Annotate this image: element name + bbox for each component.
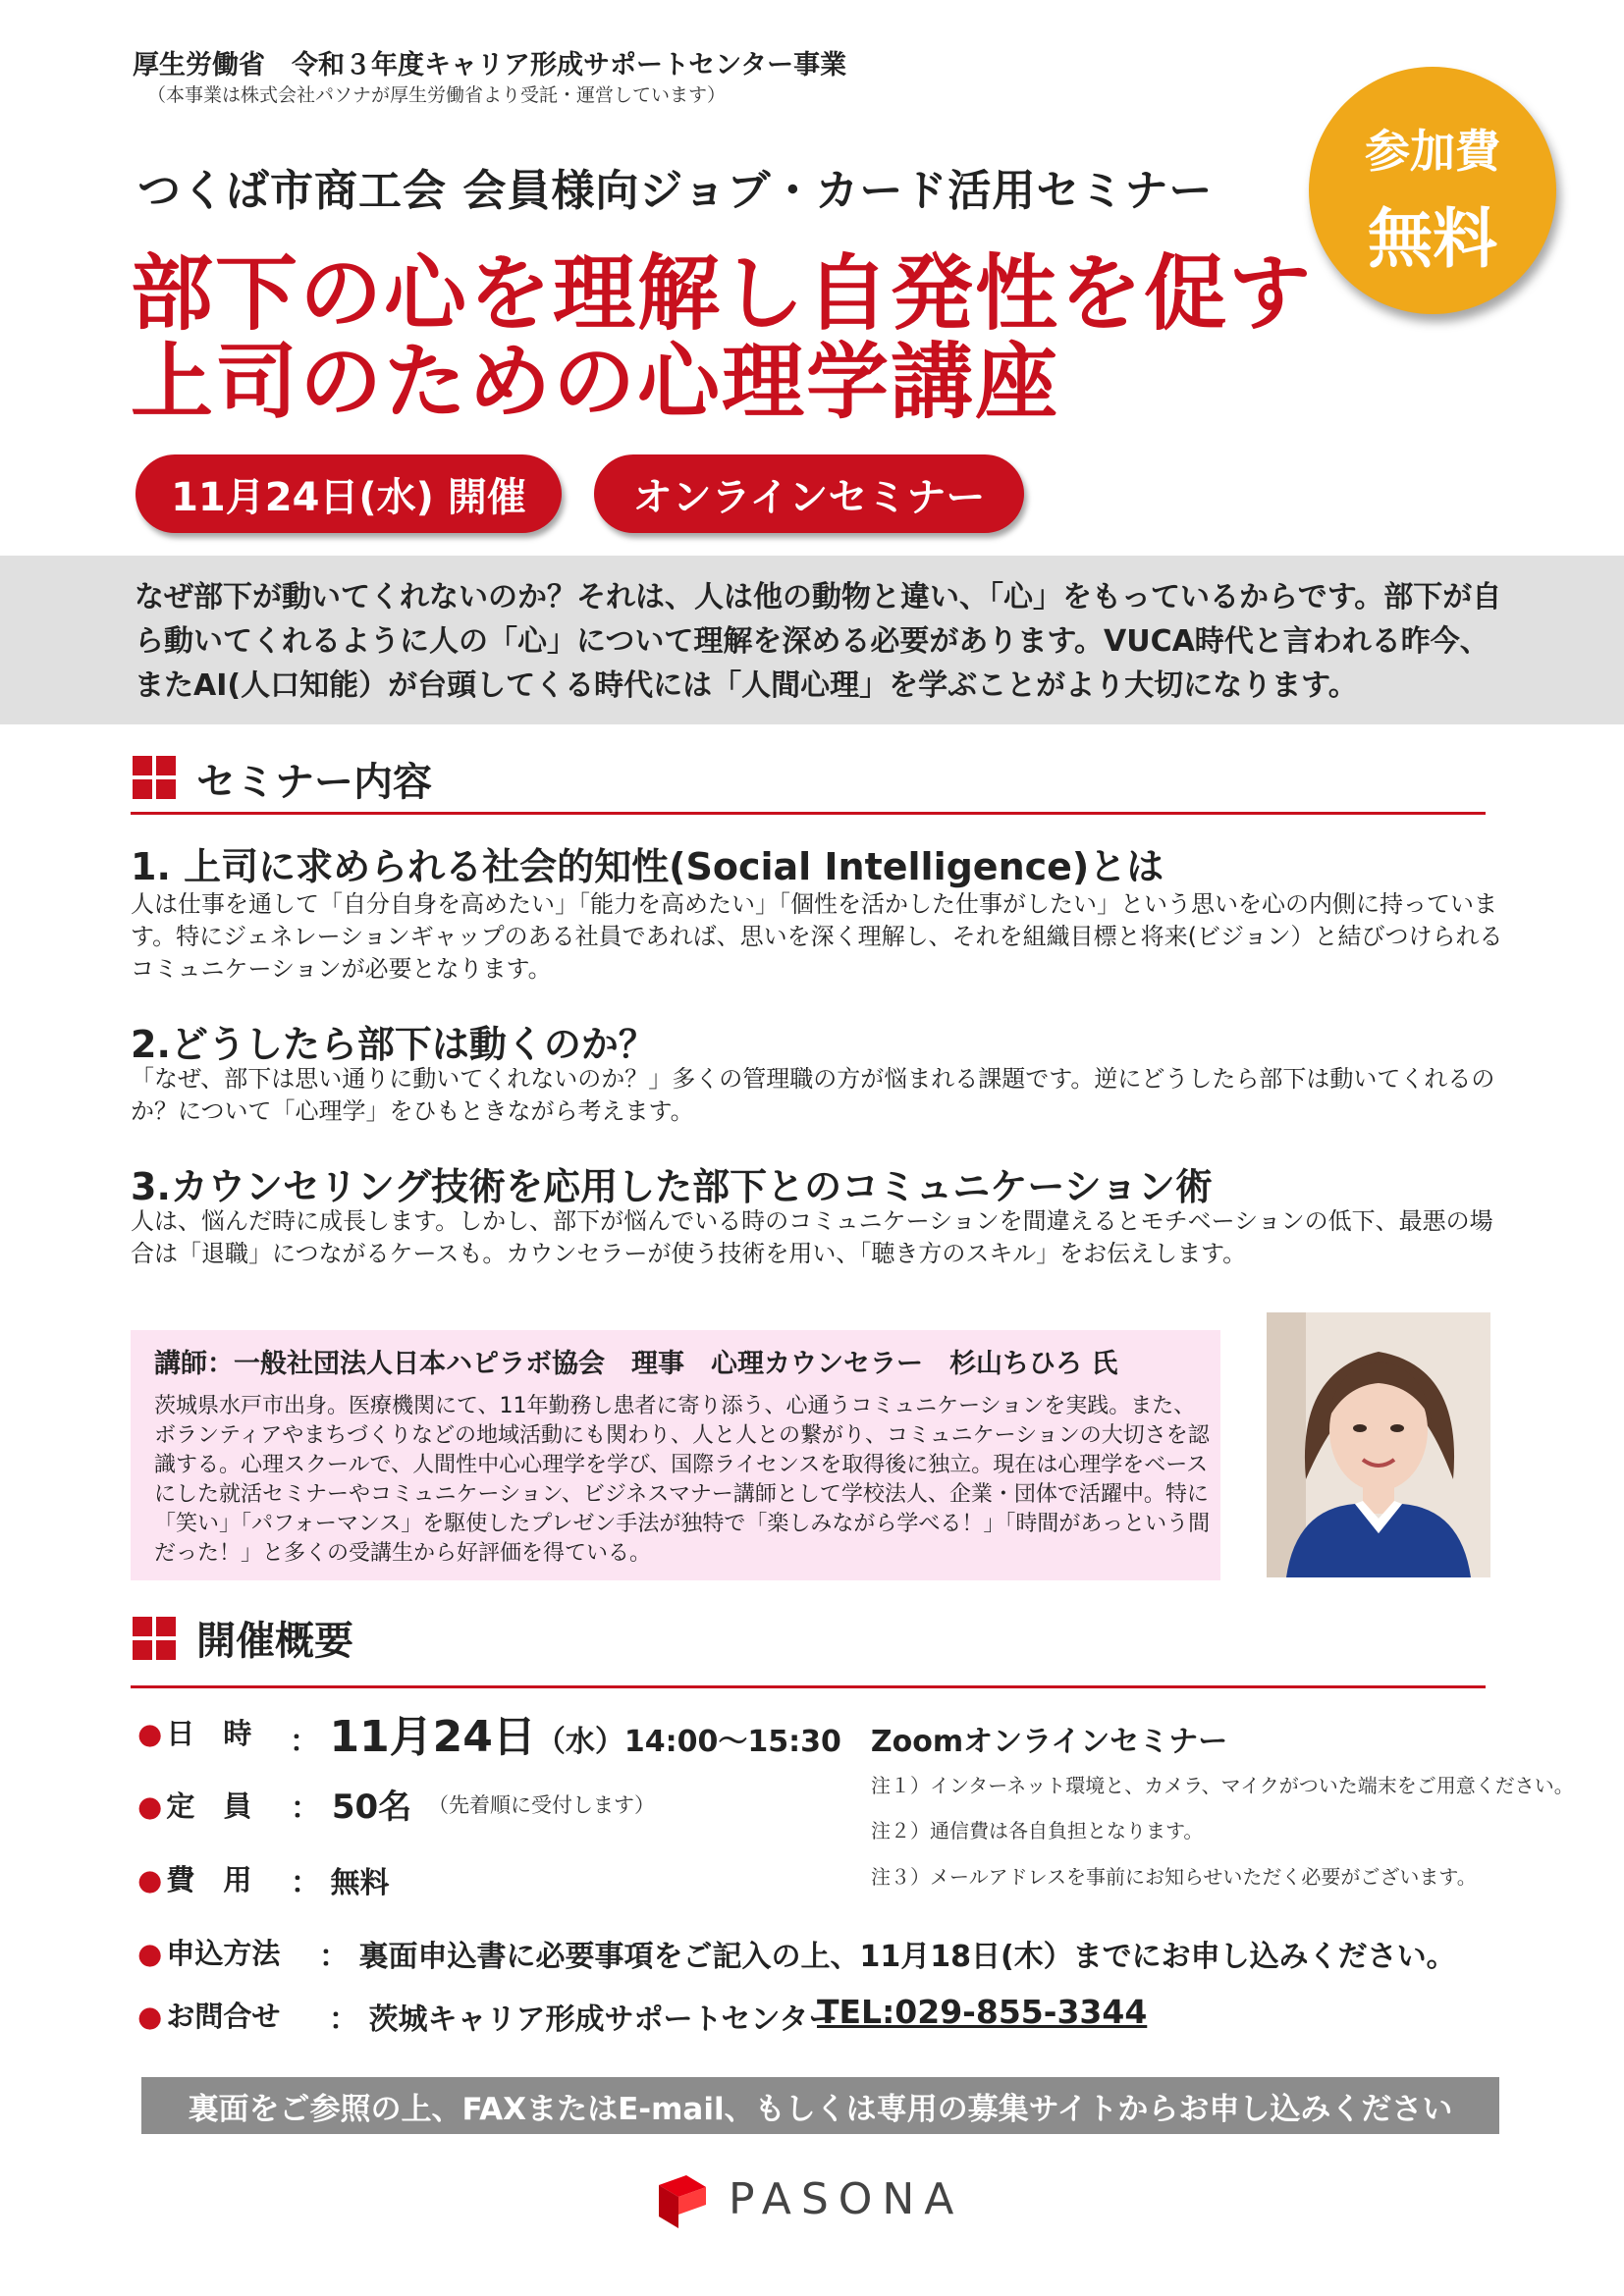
pasona-logo-icon xyxy=(653,2171,710,2236)
note-item: 注１）インターネット環境と、カメラ、マイクがついた端末をご用意ください。 xyxy=(871,1774,1574,1797)
bullet-dot-icon: ● xyxy=(137,1937,163,1970)
overview-section-title: 開催概要 xyxy=(196,1619,353,1664)
seminar-item-body: 「なぜ、部下は思い通りに動いてくれないのか？」多くの管理職の方が悩まれる課題です。逆にどうしたら部下は動いてくれるのか？について「心理学」をひもときながら考えます。 xyxy=(131,1065,1495,1125)
date-pill: 11月24日(水) 開催 xyxy=(135,454,562,533)
seminar-item-body: 人は仕事を通して「自分自身を高めたい」「能力を高めたい」「個性を活かした仕事がしたい」という思いを心の内側に持っています。特にジェネレーションギャップのある社員であれば、思いを深く理解し、それを組織目標と将来(ビジョン）と結びつけられるコミュニケーションが必要となります。 xyxy=(131,890,1503,983)
fee-badge xyxy=(1309,67,1556,314)
intro-text: なぜ部下が動いてくれないのか？それは、人は他の動物と違い、「心」をもっているからです。部下が自ら動いてくれるように人の「心」について理解を深める必要があります。VUCA時代と言われる昨今、またAI(人口知能）が台頭してくる時代には「人間心理」を学ぶことがより大切になります。 xyxy=(135,580,1502,703)
org-line: 厚生労働省 令和３年度キャリア形成サポートセンター事業 xyxy=(133,50,847,80)
lecturer-photo xyxy=(1267,1312,1490,1577)
bullet-dot-icon: ● xyxy=(137,1863,163,1896)
lecturer-bio: 茨城県水戸市出身。医療機関にて、11年勤務し患者に寄り添う、心通うコミュニケーションを実践。また、ボランティアやまちづくりなどの地域活動にも関わり、人と人との繋がり、コミュニケーションの大切さを認識する。心理スクールで、人間性中心心理学を学び、国際ライセンスを取得後に独立。現在は心理学をベースにした就活セミナーやコミュニケーション、ビジネスマナー講師として学校法人、企業・団体で活躍中。特に「笑い」「パフォーマンス」を駆使したプレゼン手法が独特で「楽しみながら学べる！」「時間があっという間だった！」と多くの受講生から好評価を得ている。 xyxy=(154,1394,1211,1566)
capacity-label: ● 定 員 xyxy=(137,1789,252,1823)
fee-label: ● 費 用 xyxy=(137,1863,252,1896)
contact-value: ： 茨城キャリア形成サポートセンター xyxy=(329,2002,839,2037)
online-pill: オンラインセミナー xyxy=(594,454,1024,533)
contact-label: ● お問合せ xyxy=(137,2000,281,2033)
cta-bar: 裏面をご参照の上、FAXまたはE-mail、もしくは専用の募集サイトからお申し込みください xyxy=(141,2077,1499,2134)
event-subtitle: つくば市商工会 会員様向ジョブ・カード活用セミナー xyxy=(137,166,1214,216)
seminar-item-heading: 2.どうしたら部下は動くのか？ xyxy=(131,1023,656,1066)
seminar-item-body: 人は、悩んだ時に成長します。しかし、部下が悩んでいる時のコミュニケーションを間違えるとモチベーションの低下、最悪の場合は「退職」につながるケースも。カウンセラーが使う技術を用い、「聴き方のスキル」をお伝えします。 xyxy=(131,1207,1493,1267)
note-item: 注３）メールアドレスを事前にお知らせいただく必要がございます。 xyxy=(871,1865,1477,1889)
contact-tel[interactable]: TEL:029-855-3344 xyxy=(817,1993,1148,2031)
datetime-value: ： 11月24日（水）14:00～15:30 Zoomオンラインセミナー xyxy=(290,1712,1228,1762)
fee-badge-line1: 参加費 xyxy=(1365,125,1500,178)
bullet-dot-icon: ● xyxy=(137,2000,163,2033)
section-squares-icon xyxy=(133,756,176,799)
seminar-item-heading: 1. 上司に求められる社会的知性(Social Intelligence)とは xyxy=(131,845,1164,888)
seminar-section-title: セミナー内容 xyxy=(196,760,432,805)
apply-label: ● 申込方法 xyxy=(137,1937,281,1970)
section-divider xyxy=(131,1685,1486,1688)
section-divider xyxy=(131,812,1486,815)
org-note: （本事業は株式会社パソナが厚生労働省より受託・運営しています） xyxy=(147,84,727,106)
main-title-line1: 部下の心を理解し自発性を促す xyxy=(131,245,1314,342)
capacity-note: （先着順に受付します） xyxy=(428,1793,655,1817)
lecturer-title: 講師：一般社団法人日本ハピラボ協会 理事 心理カウンセラー 杉山ちひろ 氏 xyxy=(154,1349,1118,1379)
bullet-dot-icon: ● xyxy=(137,1717,163,1750)
main-title-line2: 上司のための心理学講座 xyxy=(131,334,1060,430)
pasona-logo-text: PASONA xyxy=(729,2174,964,2224)
fee-badge-line2: 無料 xyxy=(1368,201,1497,277)
fee-value: ： 無料 xyxy=(291,1866,390,1900)
datetime-label: ● 日 時 xyxy=(137,1717,252,1750)
section-squares-icon xyxy=(133,1617,176,1660)
note-item: 注２）通信費は各自負担となります。 xyxy=(871,1819,1204,1842)
capacity-value: ： 50名 xyxy=(291,1788,412,1827)
apply-value: ： 裏面申込書に必要事項をご記入の上、11月18日(木）までにお申し込みください。 xyxy=(319,1940,1456,1974)
bullet-dot-icon: ● xyxy=(137,1789,163,1823)
seminar-item-heading: 3.カウンセリング技術を応用した部下とのコミュニケーション術 xyxy=(131,1165,1213,1208)
